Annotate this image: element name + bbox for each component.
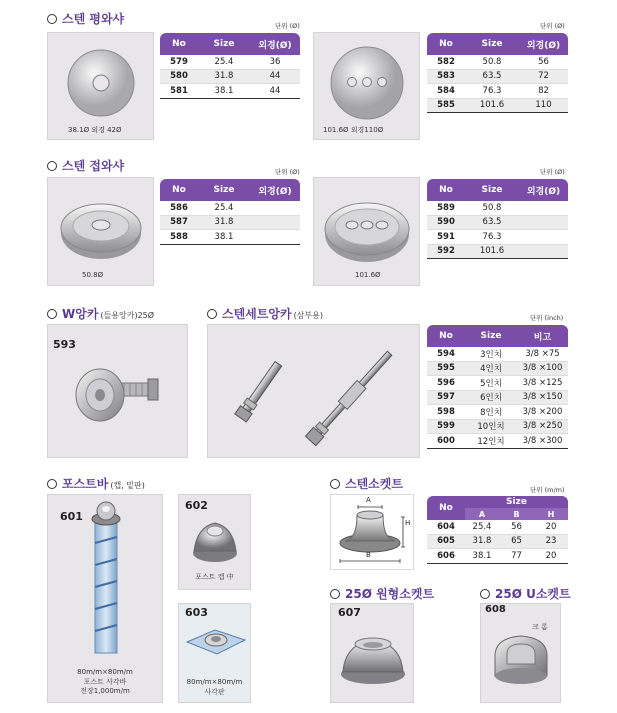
set-anchor-table	[427, 325, 568, 449]
table-cell: 3인치	[465, 347, 517, 361]
item-no-cell: 596	[427, 376, 465, 391]
table-cell	[519, 201, 568, 215]
table-row	[427, 549, 568, 564]
socket-table	[427, 496, 568, 564]
table-row	[160, 69, 300, 84]
table-cell	[250, 215, 300, 230]
table-cell: 44	[250, 84, 300, 99]
table-cell: 25.4	[198, 201, 250, 215]
circle-bullet-icon	[330, 589, 340, 599]
unit-label: 단위 (inch)	[530, 314, 564, 322]
item-no-cell: 587	[160, 215, 198, 230]
dimension-a-label: A	[366, 496, 371, 504]
table-cell: 3/8 ×250	[517, 419, 568, 434]
unit-label: 단위 (Ø)	[540, 22, 565, 30]
section-title-socket: 스텐소켓트	[330, 475, 403, 492]
table-cell: 20	[534, 520, 568, 534]
table-cell: 38.1	[198, 84, 250, 99]
table-cell: 63.5	[465, 215, 519, 230]
header-no: No	[427, 325, 465, 347]
table-row	[160, 215, 300, 230]
section-title-cup-washer: 스텐 접와샤	[47, 157, 124, 174]
set-anchor-icon	[208, 325, 420, 458]
table-row	[427, 390, 568, 405]
item-no-cell: 604	[427, 520, 465, 534]
table-cell: 6인치	[465, 390, 517, 405]
flat-washer-icon	[48, 33, 154, 140]
socket-diagram	[330, 494, 414, 570]
table-cell: 3/8 ×200	[517, 405, 568, 420]
cup-washer-small-caption: 50.8Ø	[82, 271, 104, 279]
unit-label: 단위 (m/m)	[530, 486, 565, 494]
table-cell: 25.4	[198, 55, 250, 69]
item-no-cell: 597	[427, 390, 465, 405]
item-no-cell: 581	[160, 84, 198, 99]
header-outer-dia: 외경(Ø)	[250, 179, 300, 201]
table-cell: 56	[519, 55, 568, 69]
table-cell: 72	[519, 69, 568, 84]
table-cell: 56	[499, 520, 534, 534]
unit-label: 단위 (Ø)	[275, 168, 300, 176]
table-row	[427, 347, 568, 361]
table-cell: 3/8 ×75	[517, 347, 568, 361]
table-row	[427, 244, 568, 259]
flat-washer-3hole-icon	[314, 33, 420, 140]
item-no-cell: 606	[427, 549, 465, 564]
header-h: H	[534, 508, 568, 520]
table-cell: 101.6	[465, 98, 519, 113]
header-no: No	[160, 33, 198, 55]
header-outer-dia: 외경(Ø)	[519, 33, 568, 55]
item-no-cell: 585	[427, 98, 465, 113]
header-size: Size	[465, 179, 519, 201]
item-number: 603	[185, 606, 208, 619]
section-title-w-anchor: W앙카 (들용앙카)25Ø	[47, 305, 154, 322]
table-cell: 20	[534, 549, 568, 564]
header-b: B	[499, 508, 534, 520]
table-row	[427, 98, 568, 113]
item-no-cell: 580	[160, 69, 198, 84]
item-no-cell: 605	[427, 534, 465, 549]
cup-washer-small-photo	[47, 177, 154, 286]
post-cap-caption: 포스트 캡 中	[195, 573, 234, 581]
item-number: 601	[60, 510, 83, 523]
header-outer-dia: 외경(Ø)	[519, 179, 568, 201]
circle-bullet-icon	[330, 479, 340, 489]
section-title-round-socket: 25Ø 원형소켓트	[330, 585, 434, 602]
cup-washer-large-photo	[313, 177, 420, 286]
item-number: 602	[185, 499, 208, 512]
flat-washer-large-table	[427, 33, 568, 113]
unit-label: 단위 (Ø)	[275, 22, 300, 30]
circle-bullet-icon	[47, 14, 57, 24]
item-no-cell: 599	[427, 419, 465, 434]
item-no-cell: 598	[427, 405, 465, 420]
section-title-flat-washer: 스텐 평와샤	[47, 10, 124, 27]
table-cell: 5인치	[465, 376, 517, 391]
header-no: No	[427, 179, 465, 201]
header-size: Size	[465, 33, 519, 55]
header-no: No	[427, 496, 465, 520]
table-cell: 77	[499, 549, 534, 564]
header-no: No	[160, 179, 198, 201]
post-bar-caption: 80m/m×80m/m 포스트 사각바 전장1,000m/m	[77, 668, 133, 695]
set-anchor-photo	[207, 324, 420, 458]
flat-washer-large-caption: 101.6Ø 외경110Ø	[323, 126, 384, 134]
table-cell: 25.4	[465, 520, 499, 534]
flat-washer-small-table	[160, 33, 300, 99]
circle-bullet-icon	[47, 479, 57, 489]
item-no-cell: 592	[427, 244, 465, 259]
table-cell: 12인치	[465, 434, 517, 449]
header-size: Size	[465, 496, 568, 508]
cup-washer-large-table	[427, 179, 568, 259]
table-cell	[519, 244, 568, 259]
item-no-cell: 591	[427, 230, 465, 245]
u-socket-caption: 크 롬	[532, 623, 548, 631]
circle-bullet-icon	[207, 309, 217, 319]
header-size: Size	[198, 33, 250, 55]
socket-dimension-icon	[331, 495, 414, 570]
item-number: 608	[485, 604, 506, 615]
table-cell: 36	[250, 55, 300, 69]
table-row	[427, 376, 568, 391]
table-cell	[519, 230, 568, 245]
item-no-cell: 582	[427, 55, 465, 69]
table-row	[160, 84, 300, 99]
table-cell	[250, 230, 300, 245]
table-cell: 82	[519, 84, 568, 99]
item-number: 593	[53, 338, 76, 351]
item-number: 607	[338, 606, 361, 619]
header-size: Size	[198, 179, 250, 201]
u-socket-icon	[481, 604, 561, 703]
table-cell: 23	[534, 534, 568, 549]
table-cell: 3/8 ×100	[517, 361, 568, 376]
item-no-cell: 589	[427, 201, 465, 215]
unit-label: 단위 (Ø)	[540, 168, 565, 176]
table-cell: 63.5	[465, 69, 519, 84]
table-row	[160, 230, 300, 245]
table-cell: 101.6	[465, 244, 519, 259]
table-row	[160, 55, 300, 69]
table-cell: 8인치	[465, 405, 517, 420]
table-cell: 3/8 ×125	[517, 376, 568, 391]
table-row	[427, 55, 568, 69]
section-title-set-anchor: 스텐세트앙카 (삼부용)	[207, 305, 323, 322]
table-row	[427, 434, 568, 449]
table-row	[427, 419, 568, 434]
table-cell: 31.8	[198, 69, 250, 84]
table-cell: 31.8	[465, 534, 499, 549]
flat-washer-small-caption: 38.1Ø 외경 42Ø	[68, 126, 122, 134]
table-row	[427, 520, 568, 534]
cup-washer-small-table	[160, 179, 300, 245]
section-title-post-bar: 포스트바 (캡, 밑판)	[47, 475, 145, 492]
header-no: No	[427, 33, 465, 55]
item-no-cell: 590	[427, 215, 465, 230]
table-cell: 10인치	[465, 419, 517, 434]
cup-washer-icon	[48, 178, 154, 286]
cup-washer-large-caption: 101.6Ø	[355, 271, 381, 279]
header-outer-dia: 외경(Ø)	[250, 33, 300, 55]
item-no-cell: 579	[160, 55, 198, 69]
table-cell: 31.8	[198, 215, 250, 230]
circle-bullet-icon	[47, 309, 57, 319]
table-cell: 110	[519, 98, 568, 113]
table-row	[427, 201, 568, 215]
table-row	[427, 405, 568, 420]
table-cell	[519, 215, 568, 230]
dimension-h-label: H	[405, 519, 411, 527]
item-no-cell: 595	[427, 361, 465, 376]
flat-washer-large-photo	[313, 32, 420, 140]
table-row	[427, 215, 568, 230]
dimension-b-label: B	[366, 551, 371, 559]
table-cell: 3/8 ×150	[517, 390, 568, 405]
item-no-cell: 588	[160, 230, 198, 245]
section-title-u-socket: 25Ø U소켓트	[480, 585, 571, 602]
table-cell: 76.3	[465, 230, 519, 245]
item-no-cell: 600	[427, 434, 465, 449]
circle-bullet-icon	[47, 161, 57, 171]
cup-washer-3hole-icon	[314, 178, 420, 286]
table-row	[427, 534, 568, 549]
table-cell: 4인치	[465, 361, 517, 376]
table-cell: 38.1	[465, 549, 499, 564]
table-row	[427, 69, 568, 84]
flat-washer-small-photo	[47, 32, 154, 140]
table-cell: 65	[499, 534, 534, 549]
base-plate-caption: 80m/m×80m/m 사각판	[186, 678, 243, 696]
item-no-cell: 584	[427, 84, 465, 99]
header-remark: 비고	[517, 325, 568, 347]
table-row	[427, 84, 568, 99]
table-cell: 50.8	[465, 55, 519, 69]
header-a: A	[465, 508, 499, 520]
table-row	[427, 361, 568, 376]
header-size: Size	[465, 325, 517, 347]
table-row	[160, 201, 300, 215]
table-cell: 76.3	[465, 84, 519, 99]
table-cell	[250, 201, 300, 215]
table-cell: 44	[250, 69, 300, 84]
item-no-cell: 586	[160, 201, 198, 215]
table-cell: 50.8	[465, 201, 519, 215]
table-cell: 38.1	[198, 230, 250, 245]
item-no-cell: 594	[427, 347, 465, 361]
table-row	[427, 230, 568, 245]
circle-bullet-icon	[480, 589, 490, 599]
table-cell: 3/8 ×300	[517, 434, 568, 449]
u-socket-photo	[480, 603, 561, 703]
item-no-cell: 583	[427, 69, 465, 84]
